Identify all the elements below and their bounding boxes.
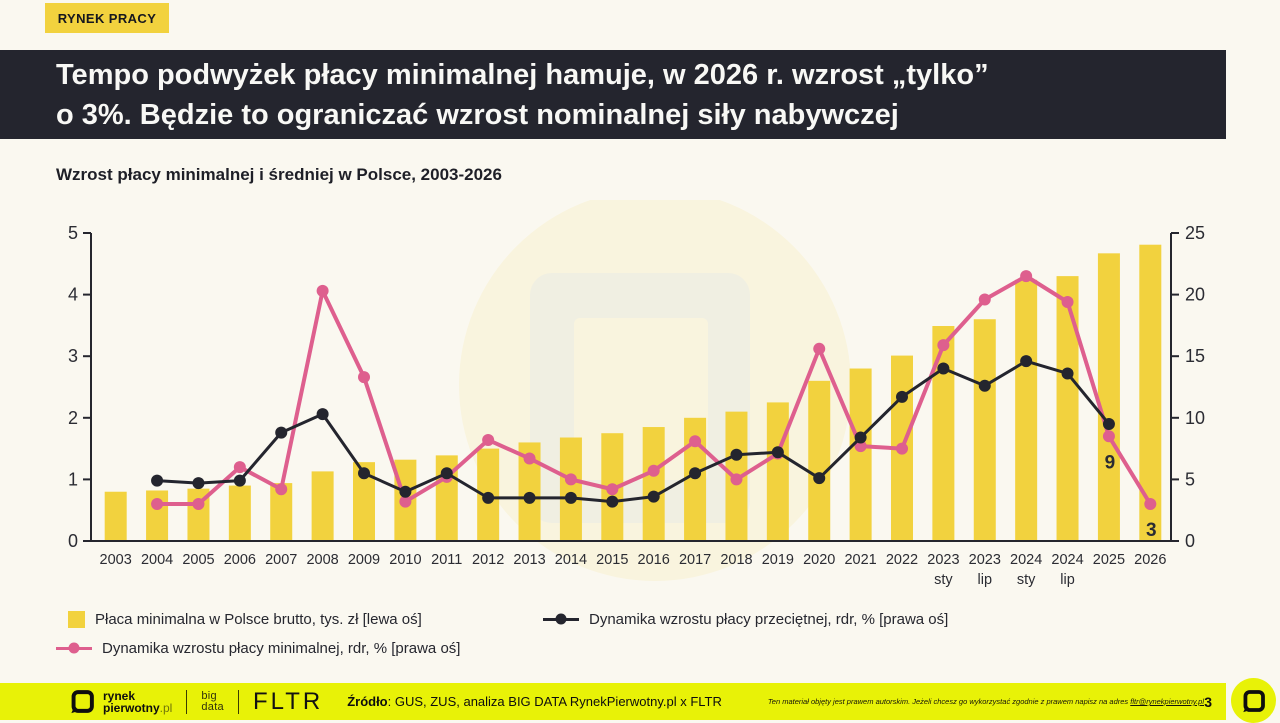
x-axis-label: 2026 — [1134, 552, 1167, 568]
source-note: Źródło: GUS, ZUS, analiza BIG DATA RynekPierwotny.pl x FLTR — [347, 694, 722, 709]
x-axis-label: 2004 — [140, 552, 174, 568]
avg-dot-2015 — [606, 496, 618, 508]
bar-2014 — [560, 438, 582, 541]
bar-2006 — [229, 486, 251, 541]
x-axis-label: 2009 — [347, 552, 381, 568]
right-axis-label: 25 — [1185, 223, 1206, 243]
min-dot-2017 — [689, 435, 701, 447]
avg-dot-2019 — [772, 446, 784, 458]
category-badge — [45, 3, 169, 33]
min-dot-2006 — [234, 461, 246, 473]
data-label: 3 — [1146, 520, 1157, 542]
page-number: 3 — [1204, 693, 1212, 710]
x-axis-label: 2015 — [596, 552, 629, 568]
footer-bar — [0, 683, 1226, 720]
right-axis-label: 10 — [1185, 407, 1206, 428]
chart-title: Wzrost płacy minimalnej i średniej w Polsce, 2003-2026 — [56, 165, 502, 184]
x-axis-label: 2013 — [513, 552, 546, 568]
wage-chart — [0, 200, 1280, 600]
avg-dot-2018 — [730, 449, 742, 461]
x-axis-label: 2014 — [554, 552, 588, 568]
avg-dot-2006 — [234, 475, 246, 487]
bigdata-logo: big data — [201, 690, 224, 713]
slide-title — [0, 55, 989, 135]
rynekpierwotny-logo-icon — [70, 689, 95, 714]
avg-dot-2016 — [648, 491, 660, 503]
avg-dot-2010 — [399, 486, 411, 498]
avg-dot-2025 — [1103, 418, 1115, 430]
legend-swatch-bar — [68, 611, 85, 628]
avg-dot-2005 — [192, 477, 204, 489]
x-axis-label: 2021 — [844, 552, 877, 568]
bar-2008 — [312, 471, 334, 541]
bar-2024-sty — [1015, 280, 1037, 541]
legend-item-minimum-wage — [68, 609, 422, 629]
right-axis-label: 20 — [1185, 284, 1206, 305]
min-dot-2025 — [1103, 430, 1115, 442]
left-axis-label: 2 — [67, 407, 78, 428]
x-axis-label: 2012 — [472, 552, 505, 568]
x-axis-label: 2006 — [223, 552, 256, 568]
avg-dot-2024-lip — [1062, 367, 1074, 379]
x-axis-label: 2024 — [1010, 552, 1043, 568]
avg-dot-2023-lip — [979, 380, 991, 392]
right-axis-label: 5 — [1185, 469, 1196, 490]
chart-canvas — [0, 200, 1280, 600]
left-axis-label: 0 — [67, 531, 78, 551]
slide-title-line1: Tempo podwyżek płacy minimalnej hamuje, w 2026 r. wzrost „tylko” — [56, 58, 989, 91]
x-axis-label: 2011 — [431, 552, 463, 568]
bar-2016 — [643, 427, 665, 541]
fltr-logo: FLTR — [252, 687, 324, 715]
min-dot-2024-lip — [1062, 296, 1074, 308]
avg-dot-2008 — [317, 408, 329, 420]
min-dot-2008 — [317, 285, 329, 297]
left-axis-label: 5 — [67, 223, 78, 243]
min-dot-2005 — [192, 498, 204, 510]
avg-dot-2017 — [689, 467, 701, 479]
x-axis-label: 2008 — [306, 552, 339, 568]
avg-dot-2024-sty — [1020, 355, 1032, 367]
left-axis-label: 1 — [67, 469, 78, 490]
avg-dot-2021 — [855, 432, 867, 444]
legend-label: Dynamika wzrostu płacy minimalnej, rdr, % [prawa oś] — [102, 639, 461, 657]
legend-marker-pink-line — [56, 647, 92, 650]
x-axis-label: 2010 — [389, 552, 422, 568]
contact-email-link[interactable]: fltr@rynekpierwotny.pl — [1130, 697, 1205, 706]
avg-dot-2023-sty — [937, 363, 949, 375]
min-dot-2020 — [813, 343, 825, 355]
min-dot-2018 — [730, 473, 742, 485]
right-axis-label: 15 — [1185, 346, 1206, 367]
bar-2023-lip — [974, 319, 996, 541]
bar-2026 — [1139, 245, 1161, 541]
legend-label: Dynamika wzrostu płacy przeciętnej, rdr, % [prawa oś] — [589, 610, 949, 628]
data-label: 9 — [1104, 452, 1116, 474]
slide-title-line2: o 3%. Będzie to ograniczać wzrost nominalnej siły nabywczej — [56, 98, 899, 131]
avg-dot-2007 — [275, 427, 287, 439]
avg-dot-2011 — [441, 467, 453, 479]
x-axis-label: 2022 — [885, 552, 919, 568]
bar-2025 — [1098, 253, 1120, 541]
x-axis-label: 2007 — [265, 552, 298, 568]
min-dot-2024-sty — [1020, 270, 1032, 282]
min-dot-2014 — [565, 473, 577, 485]
x-axis-label: 2024 — [1051, 552, 1084, 568]
min-dot-2022 — [896, 443, 908, 455]
x-axis-sublabel: lip — [1060, 572, 1075, 588]
bar-2021 — [850, 369, 872, 541]
left-axis-label: 4 — [67, 284, 78, 305]
legend-item-average-wage-growth — [543, 609, 948, 629]
copyright-note: Ten materiał objęty jest prawem autorskim. Jeżeli chcesz go wykorzystać zgodnie z prawem napisz na adres fltr@rynekpierwotny.pl — [767, 697, 1205, 706]
min-dot-2015 — [606, 483, 618, 495]
min-dot-2012 — [482, 434, 494, 446]
x-axis-label: 2018 — [720, 552, 753, 568]
x-axis-label: 2023 — [968, 552, 1001, 568]
min-dot-2007 — [275, 483, 287, 495]
x-axis-sublabel: sty — [934, 572, 953, 588]
x-axis-label: 2019 — [761, 552, 794, 568]
min-dot-2023-lip — [979, 294, 991, 306]
avg-dot-2012 — [482, 492, 494, 504]
x-axis-label: 2003 — [99, 552, 132, 568]
corner-logo-icon — [1242, 689, 1266, 713]
bar-2020 — [808, 381, 830, 541]
avg-dot-2014 — [565, 492, 577, 504]
min-dot-2009 — [358, 371, 370, 383]
legend-label: Płaca minimalna w Polsce brutto, tys. zł [lewa oś] — [95, 610, 422, 628]
footer-divider — [238, 690, 239, 714]
min-dot-2013 — [524, 452, 536, 464]
footer-divider — [186, 690, 187, 714]
min-dot-2004 — [151, 498, 163, 510]
left-axis-label: 3 — [67, 346, 78, 367]
min-dot-2016 — [648, 465, 660, 477]
bar-2023-sty — [932, 326, 954, 541]
legend-marker-dark-line — [543, 618, 579, 621]
x-axis-label: 2020 — [803, 552, 836, 568]
rynekpierwotny-logo — [70, 689, 172, 714]
avg-dot-2022 — [896, 391, 908, 403]
category-badge-label: RYNEK PRACY — [57, 10, 157, 26]
x-axis-label: 2025 — [1092, 552, 1126, 568]
right-axis-label: 0 — [1185, 531, 1196, 551]
bar-2019 — [767, 402, 789, 541]
x-axis-sublabel: sty — [1016, 572, 1036, 588]
x-axis-label: 2023 — [927, 552, 960, 568]
avg-dot-2020 — [813, 472, 825, 484]
avg-dot-2009 — [358, 467, 370, 479]
x-axis-label: 2016 — [637, 552, 670, 568]
header-bar — [0, 50, 1226, 139]
bar-2024-lip — [1057, 276, 1079, 541]
x-axis-label: 2017 — [678, 552, 712, 568]
legend-item-minimum-wage-growth — [56, 638, 460, 658]
min-dot-2026 — [1144, 498, 1156, 510]
x-axis-sublabel: lip — [977, 572, 993, 588]
avg-dot-2004 — [151, 475, 163, 487]
bar-2003 — [105, 492, 127, 541]
avg-dot-2013 — [524, 492, 536, 504]
x-axis-label: 2005 — [182, 552, 215, 568]
rynekpierwotny-logo-text: rynek pierwotny.pl — [103, 688, 173, 715]
min-dot-2023-sty — [937, 339, 949, 351]
corner-logo-badge — [1231, 678, 1276, 723]
